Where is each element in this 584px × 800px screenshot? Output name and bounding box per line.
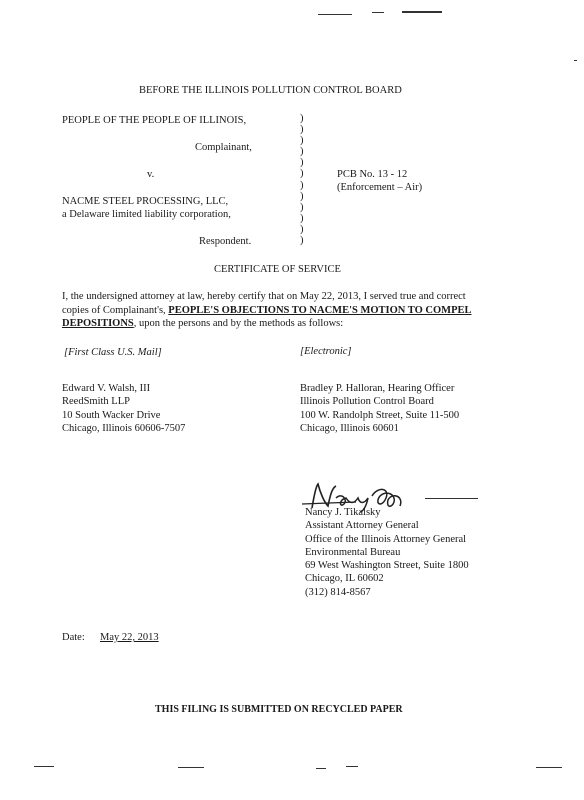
respondent-name: NACME STEEL PROCESSING, LLC, xyxy=(62,196,229,207)
method-electronic: [Electronic] xyxy=(300,346,352,357)
body-line-1: I, the undersigned attorney at law, hereby certify that on May 22, 2013, I served true and correct xyxy=(62,291,466,302)
case-number: PCB No. 13 - 12 xyxy=(337,169,408,180)
body-line-3-suffix: , upon the persons and by the methods as follows: xyxy=(133,318,344,329)
scan-mark-bottom-2 xyxy=(178,767,204,768)
caption-paren: ) xyxy=(300,146,304,158)
scan-mark-right xyxy=(574,60,577,61)
address-line: Chicago, Illinois 60601 xyxy=(300,423,399,435)
signer-title: Assistant Attorney General xyxy=(305,520,419,532)
caption-paren: ) xyxy=(300,223,304,235)
complainant-name: PEOPLE OF THE PEOPLE OF ILLINOIS, xyxy=(62,115,247,126)
signer-bureau: Environmental Bureau xyxy=(305,546,401,558)
scan-mark-top-3 xyxy=(402,11,442,13)
case-type: (Enforcement – Air) xyxy=(337,182,423,193)
scan-mark-top-2 xyxy=(372,12,384,13)
document-title-part-2: DEPOSITIONS xyxy=(62,318,134,329)
address-line: 10 South Wacker Drive xyxy=(62,409,161,421)
caption-paren: ) xyxy=(300,113,304,124)
scan-mark-bottom-4 xyxy=(346,766,358,767)
caption-paren: ) xyxy=(300,179,304,191)
signer-office: Office of the Illinois Attorney General xyxy=(305,533,467,545)
caption-paren: ) xyxy=(300,190,304,202)
signer-name: Nancy J. Tikalsky xyxy=(305,507,381,518)
signer-city: Chicago, IL 60602 xyxy=(305,573,384,585)
signature-block xyxy=(305,506,469,599)
scan-mark-bottom-3 xyxy=(316,768,326,769)
caption-paren: ) xyxy=(300,235,304,247)
address-recipient-right xyxy=(300,382,459,436)
respondent-description: a Delaware limited liability corporation, xyxy=(62,209,231,220)
caption-paren: ) xyxy=(300,157,304,169)
signature-line xyxy=(425,498,478,499)
address-line: ReedSmith LLP xyxy=(62,396,130,408)
address-line: Edward V. Walsh, III xyxy=(62,383,151,394)
signer-phone: (312) 814-8567 xyxy=(305,586,371,598)
court-heading: BEFORE THE ILLINOIS POLLUTION CONTROL BOARD xyxy=(139,85,402,96)
signer-street: 69 West Washington Street, Suite 1800 xyxy=(305,560,469,572)
address-recipient-left xyxy=(62,382,185,436)
address-line: Bradley P. Halloran, Hearing Officer xyxy=(300,383,455,394)
caption-paren: ) xyxy=(300,135,304,147)
respondent-role: Respondent. xyxy=(199,236,252,247)
complainant-role: Complainant, xyxy=(195,142,252,153)
date-value: May 22, 2013 xyxy=(100,632,159,643)
document-title-part-1: PEOPLE'S OBJECTIONS TO NACME'S MOTION TO COMPEL xyxy=(168,305,472,316)
scan-mark-bottom-1 xyxy=(34,766,54,767)
versus: v. xyxy=(147,169,155,180)
scan-mark-bottom-5 xyxy=(536,767,562,768)
date-label: Date: xyxy=(62,632,85,643)
body-line-3 xyxy=(62,317,343,330)
scan-mark-top-1 xyxy=(318,14,352,15)
caption-paren: ) xyxy=(300,124,304,136)
method-first-class-mail: [First Class U.S. Mail] xyxy=(64,347,162,358)
certificate-title: CERTIFICATE OF SERVICE xyxy=(214,264,341,275)
body-line-2 xyxy=(62,304,472,317)
caption-paren: ) xyxy=(300,212,304,224)
address-line: Chicago, Illinois 60606-7507 xyxy=(62,423,186,435)
caption-paren: ) xyxy=(300,201,304,213)
body-line-2-prefix: copies of Complainant's, xyxy=(62,305,166,316)
caption-paren: ) xyxy=(300,168,304,180)
caption-divider xyxy=(300,113,310,246)
address-line: 100 W. Randolph Street, Suite 11-500 xyxy=(300,409,460,421)
recycled-paper-notice: THIS FILING IS SUBMITTED ON RECYCLED PAPER xyxy=(155,704,403,715)
address-line: Illinois Pollution Control Board xyxy=(300,396,434,408)
